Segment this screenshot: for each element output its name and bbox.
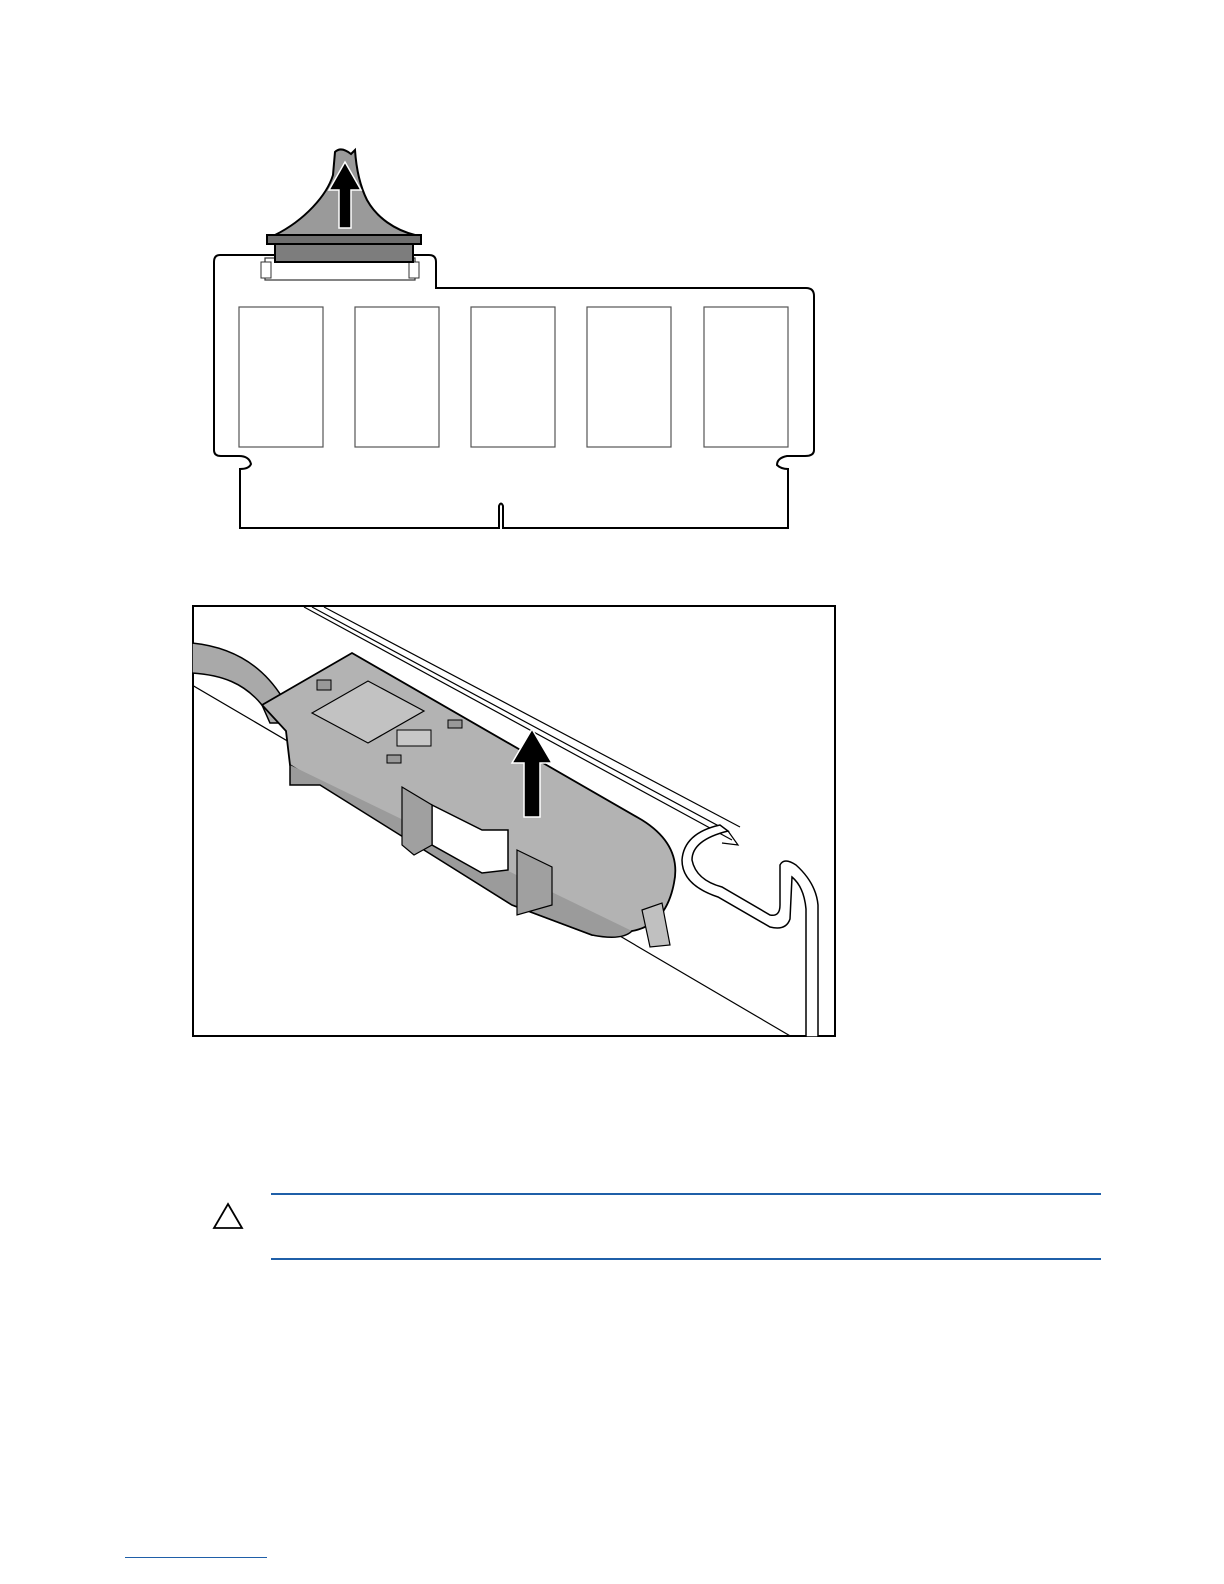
warning-triangle-icon (212, 1202, 244, 1230)
memory-chip (355, 307, 439, 447)
cache-module-cable-removal-figure (205, 140, 825, 540)
memory-chip (239, 307, 323, 447)
memory-chip (471, 307, 555, 447)
caution-rule-bottom (271, 1258, 1101, 1260)
memory-chip (704, 307, 788, 447)
caution-rule-top (271, 1193, 1101, 1195)
battery-pack-removal-figure (192, 605, 836, 1037)
memory-chip (587, 307, 671, 447)
footnote-separator (125, 1557, 267, 1558)
